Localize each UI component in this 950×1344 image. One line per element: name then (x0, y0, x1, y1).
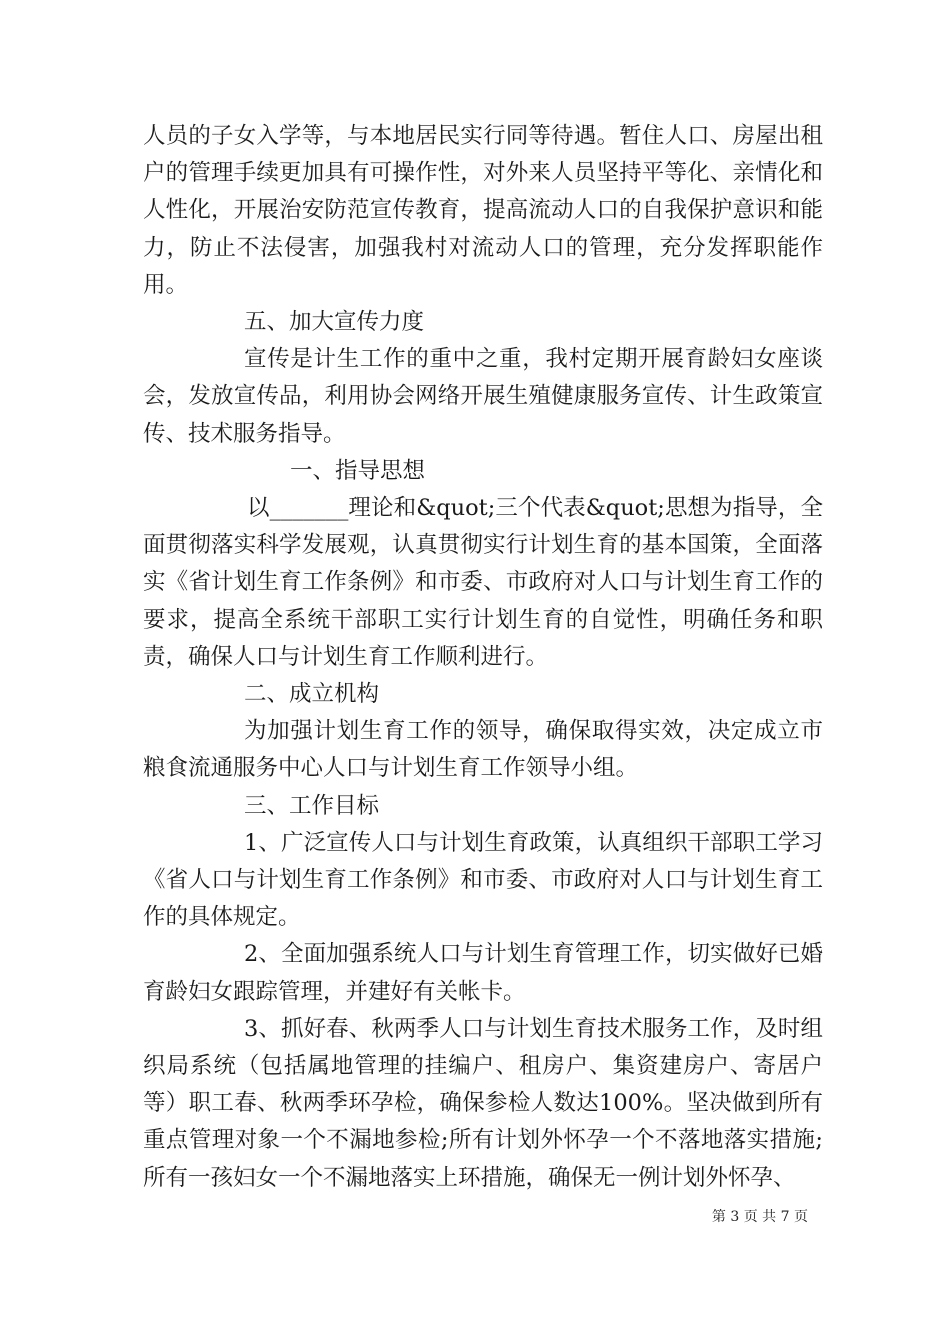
paragraph-1: 人员的子女入学等，与本地居民实行同等待遇。暂住人口、房屋出租户的管理手续更加具有可操作性，对外来人员坚持平等化、亲情化和人性化，开展治安防范宣传教育，提高流动人口的自我保护意识和能力，防止不法侵害，加强我村对流动人口的管理，充分发挥职能作用。 (143, 123, 823, 298)
page-footer (0, 1206, 950, 1226)
section-heading-5: 五、加大宣传力度 (244, 309, 425, 336)
paragraph-5: 以_______理论和&quot;三个代表&quot;思想为指导，全面贯彻落实科学发展观，认真贯彻实行计划生育的基本国策，全面落实《省计划生育工作条例》和市委、市政府对人口与计划生育工作的要求，提高全系统干部职工实行计划生育的自觉性，明确任务和职责，确保人口与计划生育工作顺利进行。 (143, 495, 823, 670)
paragraph-11: 3、抓好春、秋两季人口与计划生育技术服务工作，及时组织局系统（包括属地管理的挂编户、租房户、集资建房户、寄居户等）职工春、秋两季环孕检，确保参检人数达100%。坚决做到所有重点管理对象一个不漏地参检;所有计划外怀孕一个不落地落实措施;所有一孩妇女一个不漏地落实上环措施，确保无一例计划外怀孕、 (143, 1015, 823, 1191)
document-body (143, 118, 823, 1197)
section-heading-1: 一、指导思想 (290, 457, 426, 484)
section-heading-3: 三、工作目标 (244, 792, 380, 819)
paragraph-9: 1、广泛宣传人口与计划生育政策，认真组织干部职工学习《省人口与计划生育工作条例》和市委、市政府对人口与计划生育工作的具体规定。 (143, 829, 823, 931)
section-heading-2: 二、成立机构 (244, 681, 380, 708)
page-number: 第 3 页 共 7 页 (711, 1209, 808, 1225)
paragraph-7: 为加强计划生育工作的领导，确保取得实效，决定成立市粮食流通服务中心人口与计划生育工作领导小组。 (143, 718, 823, 782)
paragraph-10: 2、全面加强系统人口与计划生育管理工作，切实做好已婚育龄妇女跟踪管理，并建好有关帐卡。 (143, 941, 823, 1005)
paragraph-3: 宣传是计生工作的重中之重，我村定期开展育龄妇女座谈会，发放宣传品，利用协会网络开展生殖健康服务宣传、计生政策宣传、技术服务指导。 (143, 346, 823, 447)
